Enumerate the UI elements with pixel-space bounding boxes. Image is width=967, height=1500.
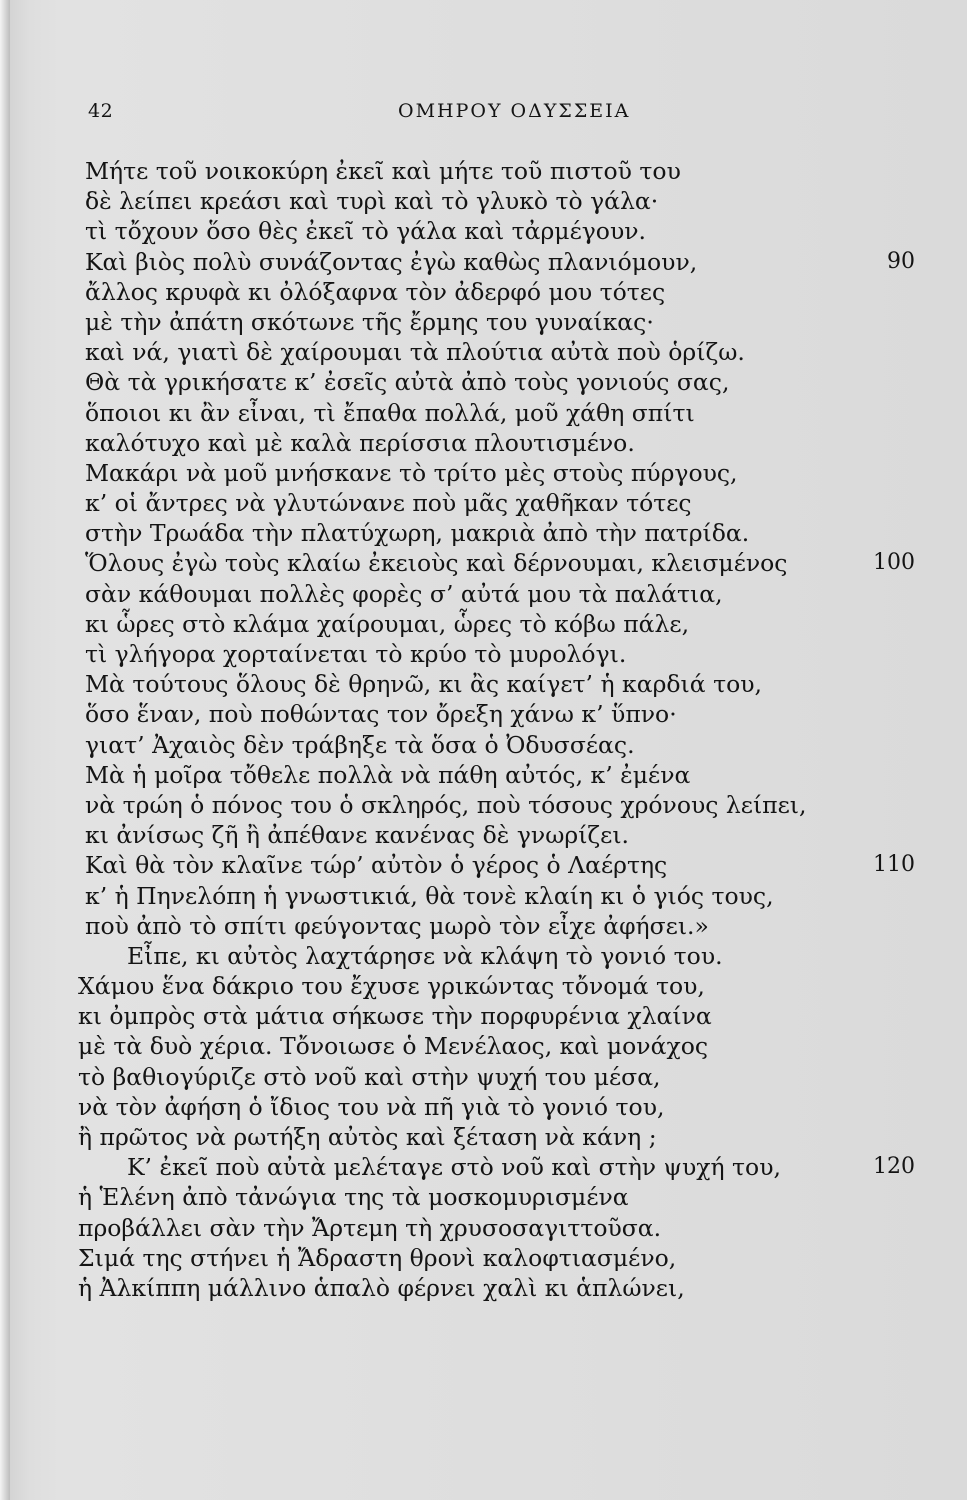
verse-line <box>0 186 967 216</box>
verse-line <box>0 1031 967 1061</box>
verse-text: νὰ τὸν ἀφήση ὁ ἴδιος του νὰ πῆ γιὰ τὸ γονιό του, <box>78 1092 665 1121</box>
verse-line <box>0 1182 967 1212</box>
verse-text: Μήτε τοῦ νοικοκύρη ἐκεῖ καὶ μήτε τοῦ πιστοῦ του <box>85 157 681 185</box>
verse-line <box>0 820 967 850</box>
verse-text: κι ὧρες στὸ κλάμα χαίρουμαι, ὧρες τὸ κόβω πάλε, <box>85 609 690 638</box>
verse-line <box>0 398 967 428</box>
line-number: 120 <box>873 1154 915 1180</box>
verse-text: ἄλλος κρυφὰ κι ὀλόξαφνα τὸν ἀδερφό μου τότες <box>85 277 666 306</box>
verse-line <box>0 1092 967 1122</box>
verse-text: μὲ τὰ δυὸ χέρια. Τὄνοιωσε ὁ Μενέλαος, καὶ μονάχος <box>78 1032 709 1061</box>
verse-text: καὶ νά, γιατὶ δὲ χαίρουμαι τὰ πλούτια αὐτὰ ποὺ ὁρίζω. <box>85 338 745 367</box>
verse-text: ἡ Ἑλένη ἀπὸ τἀνώγια της τὰ μοσκομυρισμένα <box>78 1183 629 1212</box>
verse-text: ἢ πρῶτος νὰ ρωτήξη αὐτὸς καὶ ξέταση νὰ κάνη ; <box>78 1123 657 1151</box>
verse-line <box>0 1122 967 1152</box>
verse-text: σὰν κάθουμαι πολλὲς φορὲς σ’ αὐτά μου τὰ παλάτια, <box>85 579 723 608</box>
verse-line <box>0 1001 967 1031</box>
verse-list <box>0 156 967 1303</box>
verse-line <box>0 1062 967 1092</box>
verse-line <box>0 1243 967 1273</box>
verse-line <box>0 639 967 669</box>
verse-line <box>0 337 967 367</box>
verse-line <box>0 790 967 820</box>
verse-line <box>0 1213 967 1243</box>
verse-text: γιατ’ Ἀχαιὸς δὲν τράβηξε τὰ ὅσα ὁ Ὀδυσσέας. <box>85 730 635 759</box>
line-number: 90 <box>887 248 915 274</box>
verse-line <box>0 458 967 488</box>
verse-text: Μὰ ἡ μοῖρα τὄθελε πολλὰ νὰ πάθη αὐτός, κ’ ἐμένα <box>85 760 691 789</box>
verse-text: νὰ τρώη ὁ πόνος του ὁ σκληρός, ποὺ τόσους χρόνους λείπει, <box>85 790 807 819</box>
verse-line <box>0 488 967 518</box>
page-number: 42 <box>88 100 114 122</box>
verse-text: Μὰ τούτους ὅλους δὲ θρηνῶ, κι ἂς καίγετ’ ἡ καρδιά του, <box>85 670 763 699</box>
verse-line <box>0 941 967 971</box>
verse-line <box>0 669 967 699</box>
verse-line <box>0 247 967 277</box>
verse-text: στὴν Τρωάδα τὴν πλατύχωρη, μακριὰ ἀπὸ τὴν πατρίδα. <box>85 519 750 548</box>
verse-text: Χάμου ἕνα δάκριο του ἔχυσε γρικώντας τὄνομά του, <box>78 972 705 1001</box>
verse-text: τὶ γλήγορα χορταίνεται τὸ κρύο τὸ μυρολόγι. <box>85 640 627 668</box>
verse-line <box>0 518 967 548</box>
verse-text: κι ἀνίσως ζῆ ἢ ἀπέθανε κανένας δὲ γνωρίζει. <box>85 821 629 850</box>
verse-text: δὲ λείπει κρεάσι καὶ τυρὶ καὶ τὸ γλυκὸ τὸ γάλα· <box>85 187 659 216</box>
verse-text: Εἶπε, κι αὐτὸς λαχτάρησε νὰ κλάψη τὸ γονιό του. <box>127 941 723 970</box>
verse-line <box>0 367 967 397</box>
verse-line <box>0 881 967 911</box>
verse-text: κ’ οἱ ἄντρες νὰ γλυτώνανε ποὺ μᾶς χαθῆκαν τότες <box>85 489 692 518</box>
verse-text: Κ’ ἐκεῖ ποὺ αὐτὰ μελέταγε στὸ νοῦ καὶ στὴν ψυχή του, <box>127 1153 781 1182</box>
verse-text: Καὶ βιὸς πολὺ συνάζοντας ἐγὼ καθὼς πλανιόμουν, <box>85 247 698 276</box>
verse-line <box>0 760 967 790</box>
verse-line <box>0 579 967 609</box>
verse-line <box>0 971 967 1001</box>
line-number: 110 <box>873 852 915 878</box>
verse-text: ποὺ ἀπὸ τὸ σπίτι φεύγοντας μωρὸ τὸν εἶχε ἀφήσει.» <box>85 911 709 940</box>
verse-text: Ὅλους ἐγὼ τοὺς κλαίω ἐκειοὺς καὶ δέρνουμαι, κλεισμένος <box>85 549 788 578</box>
verse-line <box>0 850 967 880</box>
verse-line <box>0 428 967 458</box>
verse-line <box>0 1152 967 1182</box>
verse-text: Θὰ τὰ γρικήσατε κ’ ἐσεῖς αὐτὰ ἀπὸ τοὺς γονιούς σας, <box>85 368 730 397</box>
running-title: ΟΜΗΡΟΥ ΟΔΥΣΣΕΙΑ <box>398 100 631 122</box>
verse-text: κ’ ἡ Πηνελόπη ἡ γνωστικιά, θὰ τονὲ κλαίη κι ὁ γιός τους, <box>85 881 774 910</box>
verse-line <box>0 156 967 186</box>
verse-line <box>0 911 967 941</box>
verse-text: ἡ Ἀλκίππη μάλλινο ἁπαλὸ φέρνει χαλὶ κι ἁπλώνει, <box>78 1273 685 1302</box>
verse-text: Σιμά της στήνει ἡ Ἄδραστη θρονὶ καλοφτιασμένο, <box>78 1243 677 1272</box>
verse-text: κι ὀμπρὸς στὰ μάτια σήκωσε τὴν πορφυρένια χλαίνα <box>78 1002 712 1031</box>
verse-line <box>0 307 967 337</box>
verse-text: τὶ τὄχουν ὅσο θὲς ἐκεῖ τὸ γάλα καὶ τἀρμέγουν. <box>85 217 646 246</box>
verse-text: ὅσο ἕναν, ποὺ ποθώντας τον ὄρεξη χάνω κ’ ὕπνο· <box>85 700 677 729</box>
verse-line <box>0 216 967 246</box>
verse-line <box>0 1273 967 1303</box>
verse-text: καλότυχο καὶ μὲ καλὰ περίσσια πλουτισμένο. <box>85 428 635 457</box>
verse-text: τὸ βαθιογύριζε στὸ νοῦ καὶ στὴν ψυχή του μέσα, <box>78 1062 661 1091</box>
verse-text: ὅποιοι κι ἂν εἶναι, τὶ ἔπαθα πολλά, μοῦ χάθη σπίτι <box>85 398 695 427</box>
verse-line <box>0 609 967 639</box>
verse-text: Καὶ θὰ τὸν κλαῖνε τώρ’ αὐτὸν ὁ γέρος ὁ Λαέρτης <box>85 851 668 880</box>
verse-line <box>0 699 967 729</box>
line-number: 100 <box>873 550 915 576</box>
verse-line <box>0 730 967 760</box>
verse-line <box>0 548 967 578</box>
page-header <box>0 100 967 130</box>
verse-text: προβάλλει σὰν τὴν Ἄρτεμη τὴ χρυσοσαγιττοῦσα. <box>78 1213 662 1242</box>
verse-line <box>0 277 967 307</box>
verse-text: Μακάρι νὰ μοῦ μνήσκανε τὸ τρίτο μὲς στοὺς πύργους, <box>85 458 738 487</box>
verse-text: μὲ τὴν ἀπάτη σκότωνε τῆς ἔρμης του γυναίκας· <box>85 307 654 336</box>
